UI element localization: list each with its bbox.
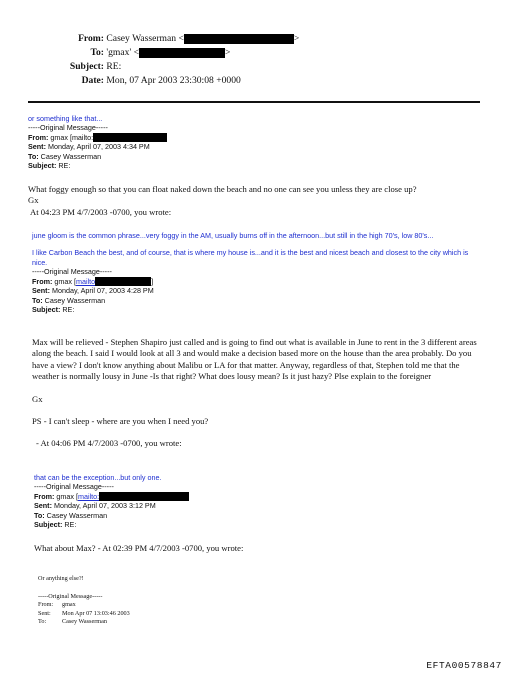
msg6-body: What about Max? - At 02:39 PM 4/7/2003 -0700, you wrote: bbox=[34, 543, 244, 553]
msg5-to-value: Casey Wasserman bbox=[46, 510, 108, 520]
header-from-end: > bbox=[293, 33, 300, 44]
msg5-to-label: To: bbox=[34, 510, 45, 520]
msg5-mailto-link[interactable]: mailto: bbox=[77, 491, 100, 501]
msg7-sent-label: Sent: bbox=[38, 609, 51, 617]
msg1-orig: -----Original Message----- bbox=[28, 123, 108, 133]
msg7-to-label: To: bbox=[38, 618, 47, 626]
msg3-to-label: To: bbox=[32, 295, 43, 305]
msg5-from-label: From: bbox=[34, 491, 55, 501]
msg1-subject-label: Subject: bbox=[28, 161, 57, 171]
msg3-from-row: From: gmax [mailto ] bbox=[32, 276, 154, 286]
header-divider bbox=[28, 101, 480, 103]
msg5-from-value: gmax [ bbox=[56, 491, 78, 501]
msg3-sent-value: Monday, April 07, 2003 4:28 PM bbox=[51, 286, 154, 296]
msg5-sent-label: Sent: bbox=[34, 501, 52, 511]
document-id: EFTA00578847 bbox=[426, 660, 502, 671]
message-7 bbox=[38, 575, 338, 627]
msg1-from-label: From: bbox=[28, 132, 49, 142]
message-3 bbox=[32, 231, 472, 314]
msg7-to-value: Casey Wasserman bbox=[62, 618, 107, 626]
header-to-end: > bbox=[225, 47, 231, 58]
msg7-orig: -----Original Message----- bbox=[38, 592, 103, 600]
msg5-orig: -----Original Message----- bbox=[34, 482, 114, 492]
header-subject-label: Subject: bbox=[69, 61, 104, 72]
msg1-sent-value: Monday, April 07, 2003 4:34 PM bbox=[47, 142, 150, 152]
header-date-value: Mon, 07 Apr 2003 23:30:08 +0000 bbox=[106, 75, 241, 86]
header-to-row bbox=[48, 46, 299, 60]
msg3-p1: june gloom is the common phrase...very foggy in the AM, usually burns off in the afternoon...but still in the high 70's, low 80's... bbox=[32, 231, 434, 240]
msg3-mailto-link[interactable]: mailto bbox=[75, 276, 96, 286]
redaction-box bbox=[139, 48, 225, 58]
msg1-to-label: To: bbox=[28, 151, 39, 161]
msg7-sent-value: Mon Apr 07 13:03:46 2003 bbox=[62, 609, 130, 617]
msg2-body: What foggy enough so that you can float naked down the beach and no one can see you unless they are close up? bbox=[28, 184, 417, 194]
message-4 bbox=[32, 337, 480, 450]
msg3-to-row bbox=[32, 296, 472, 305]
msg7-from-row bbox=[38, 601, 338, 610]
msg7-from-value: gmax bbox=[62, 601, 76, 609]
redaction-box bbox=[93, 133, 167, 142]
msg7-from-label: From: bbox=[38, 601, 54, 609]
msg4-ps: PS - I can't sleep - where are you when I need you? bbox=[32, 416, 209, 427]
email-header bbox=[48, 32, 299, 88]
msg1-from-row bbox=[28, 133, 488, 143]
msg5-from-row bbox=[34, 492, 474, 502]
redaction-box bbox=[99, 492, 189, 501]
msg2-sig: Gx bbox=[28, 195, 39, 206]
redaction-box bbox=[95, 277, 151, 286]
msg1-from-value: gmax [mailto: bbox=[50, 132, 94, 142]
message-5 bbox=[34, 473, 474, 530]
msg1-subject-value: RE: bbox=[58, 161, 71, 171]
msg3-sent-row bbox=[32, 286, 472, 295]
msg1-line: or something like that... bbox=[28, 114, 103, 123]
header-subject-row bbox=[48, 60, 299, 74]
msg3-subject-row bbox=[32, 305, 472, 314]
header-from-value: Casey Wasserman < bbox=[106, 33, 184, 44]
msg3-sent-label: Sent: bbox=[32, 286, 50, 296]
message-6 bbox=[34, 543, 474, 554]
msg3-p2: I like Carbon Beach the best, and of course, that is where my house is...and it is the best and nicest beach and closest to the city which is nice. bbox=[32, 248, 469, 267]
msg1-to-row bbox=[28, 152, 488, 161]
msg3-to-value: Casey Wasserman bbox=[44, 295, 106, 305]
msg1-sent-row bbox=[28, 142, 488, 151]
message-1 bbox=[28, 114, 488, 171]
header-from-row bbox=[48, 32, 299, 46]
msg3-orig: -----Original Message----- bbox=[32, 267, 112, 277]
header-date-row bbox=[48, 74, 299, 88]
msg2-wrote: At 04:23 PM 4/7/2003 -0700, you wrote: bbox=[30, 206, 172, 217]
msg1-sent-label: Sent: bbox=[28, 142, 46, 152]
msg5-sent-value: Monday, April 07, 2003 3:12 PM bbox=[53, 501, 156, 511]
message-2 bbox=[28, 184, 490, 218]
msg5-subject-value: RE: bbox=[64, 520, 77, 530]
redaction-box bbox=[184, 34, 294, 44]
msg5-subject-row bbox=[34, 520, 474, 529]
header-from-label: From: bbox=[78, 33, 104, 44]
msg4-sig: Gx bbox=[32, 393, 43, 404]
header-date-label: Date: bbox=[81, 75, 104, 86]
msg5-to-row bbox=[34, 511, 474, 520]
msg1-to-value: Casey Wasserman bbox=[40, 151, 102, 161]
header-subject-value: RE: bbox=[106, 61, 122, 72]
msg5-line: that can be the exception...but only one. bbox=[34, 473, 162, 482]
msg4-wrote: - At 04:06 PM 4/7/2003 -0700, you wrote: bbox=[36, 438, 182, 449]
msg7-sent-row bbox=[38, 610, 338, 619]
header-to-value: 'gmax' < bbox=[106, 47, 139, 58]
msg3-from-value: gmax [ bbox=[54, 276, 76, 286]
header-to-label: To: bbox=[90, 47, 104, 58]
msg5-subject-label: Subject: bbox=[34, 520, 63, 530]
msg7-to-row bbox=[38, 618, 338, 627]
msg3-from-label: From: bbox=[32, 276, 53, 286]
msg4-body: Max will be relieved - Stephen Shapiro just called and is going to find out what is available in June to rent in the 3 different areas along the beach. I said I would look at all 3 and would make a decision based more on the house than the area probably. Do you have a view? I don't know anything about Malibu or LA for that matter. Anyway, regardless of that, Stephen told me that the weather is normally lousy in June -Is that right? What does lousy mean? Is it just hazy? Plse explain to the foreigner bbox=[32, 337, 477, 382]
msg5-sent-row bbox=[34, 501, 474, 510]
msg1-subject-row bbox=[28, 161, 488, 170]
msg3-subject-value: RE: bbox=[62, 305, 75, 315]
msg7-line: Or anything else?! bbox=[38, 575, 84, 582]
msg3-subject-label: Subject: bbox=[32, 305, 61, 315]
